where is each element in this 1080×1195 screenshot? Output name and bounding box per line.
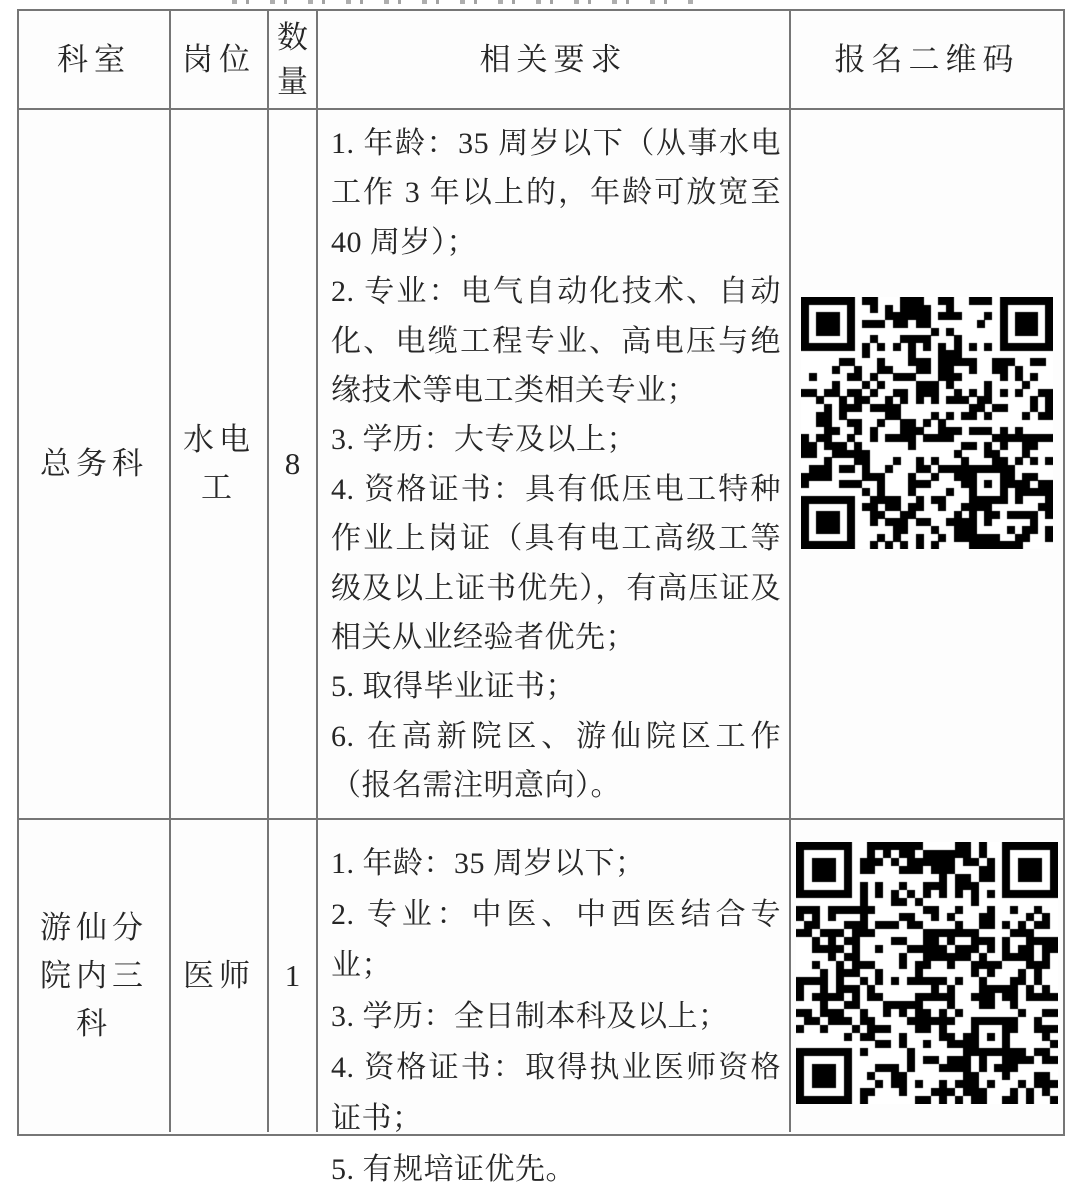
table-row-2-qr-cell	[791, 820, 1063, 1132]
table-row-2-department: 游仙分院内三科	[19, 820, 171, 1132]
header-requirements: 相关要求	[318, 11, 791, 110]
header-position: 岗位	[171, 11, 269, 110]
registration-qr-code	[801, 297, 1053, 549]
requirement-item: 4. 资格证书：取得执业医师资格证书；	[331, 1051, 781, 1135]
requirement-item: 4. 资格证书：具有低压电工特种作业上岗证（具有电工高级工等级及以上证书优先），有高压证及相关从业经验者优先；	[331, 472, 781, 655]
requirement-item: 3. 学历：全日制本科及以上；	[331, 1000, 729, 1033]
requirement-item: 2. 专业：中医、中西医结合专业；	[331, 898, 781, 982]
table-row-1-qr-cell	[791, 110, 1063, 820]
requirement-item: 3. 学历：大专及以上；	[331, 423, 637, 457]
header-department: 科室	[19, 11, 171, 110]
table-row-2-position: 医师	[171, 820, 269, 1132]
table-row-2-count: 1	[269, 820, 318, 1132]
header-count-label: 数量	[277, 19, 308, 99]
cropped-text-fragment	[232, 0, 702, 4]
requirement-item: 5. 取得毕业证书；	[331, 670, 576, 704]
requirement-item: 5. 有规培证优先。	[331, 1153, 576, 1186]
requirement-item: 1. 年龄：35 周岁以下；	[331, 847, 646, 880]
table-row-1-position: 水电工	[171, 110, 269, 820]
table-row-1-requirements	[318, 110, 791, 820]
table-row-2-requirements	[318, 820, 791, 1186]
recruitment-table	[17, 9, 1065, 1186]
table-row-1-department: 总务科	[19, 110, 171, 820]
header-count	[269, 11, 318, 110]
table-row-1-count: 8	[269, 110, 318, 820]
requirement-item: 6. 在高新院区、游仙院区工作（报名需注明意向）。	[331, 719, 781, 803]
requirement-item: 2. 专业：电气自动化技术、自动化、电缆工程专业、高电压与绝缘技术等电工类相关专业；	[331, 275, 781, 408]
header-qr: 报名二维码	[791, 11, 1063, 110]
requirement-item: 1. 年龄：35 周岁以下（从事水电工作 3 年以上的，年龄可放宽至 40 周岁）；	[331, 127, 781, 259]
registration-qr-code	[796, 842, 1058, 1104]
